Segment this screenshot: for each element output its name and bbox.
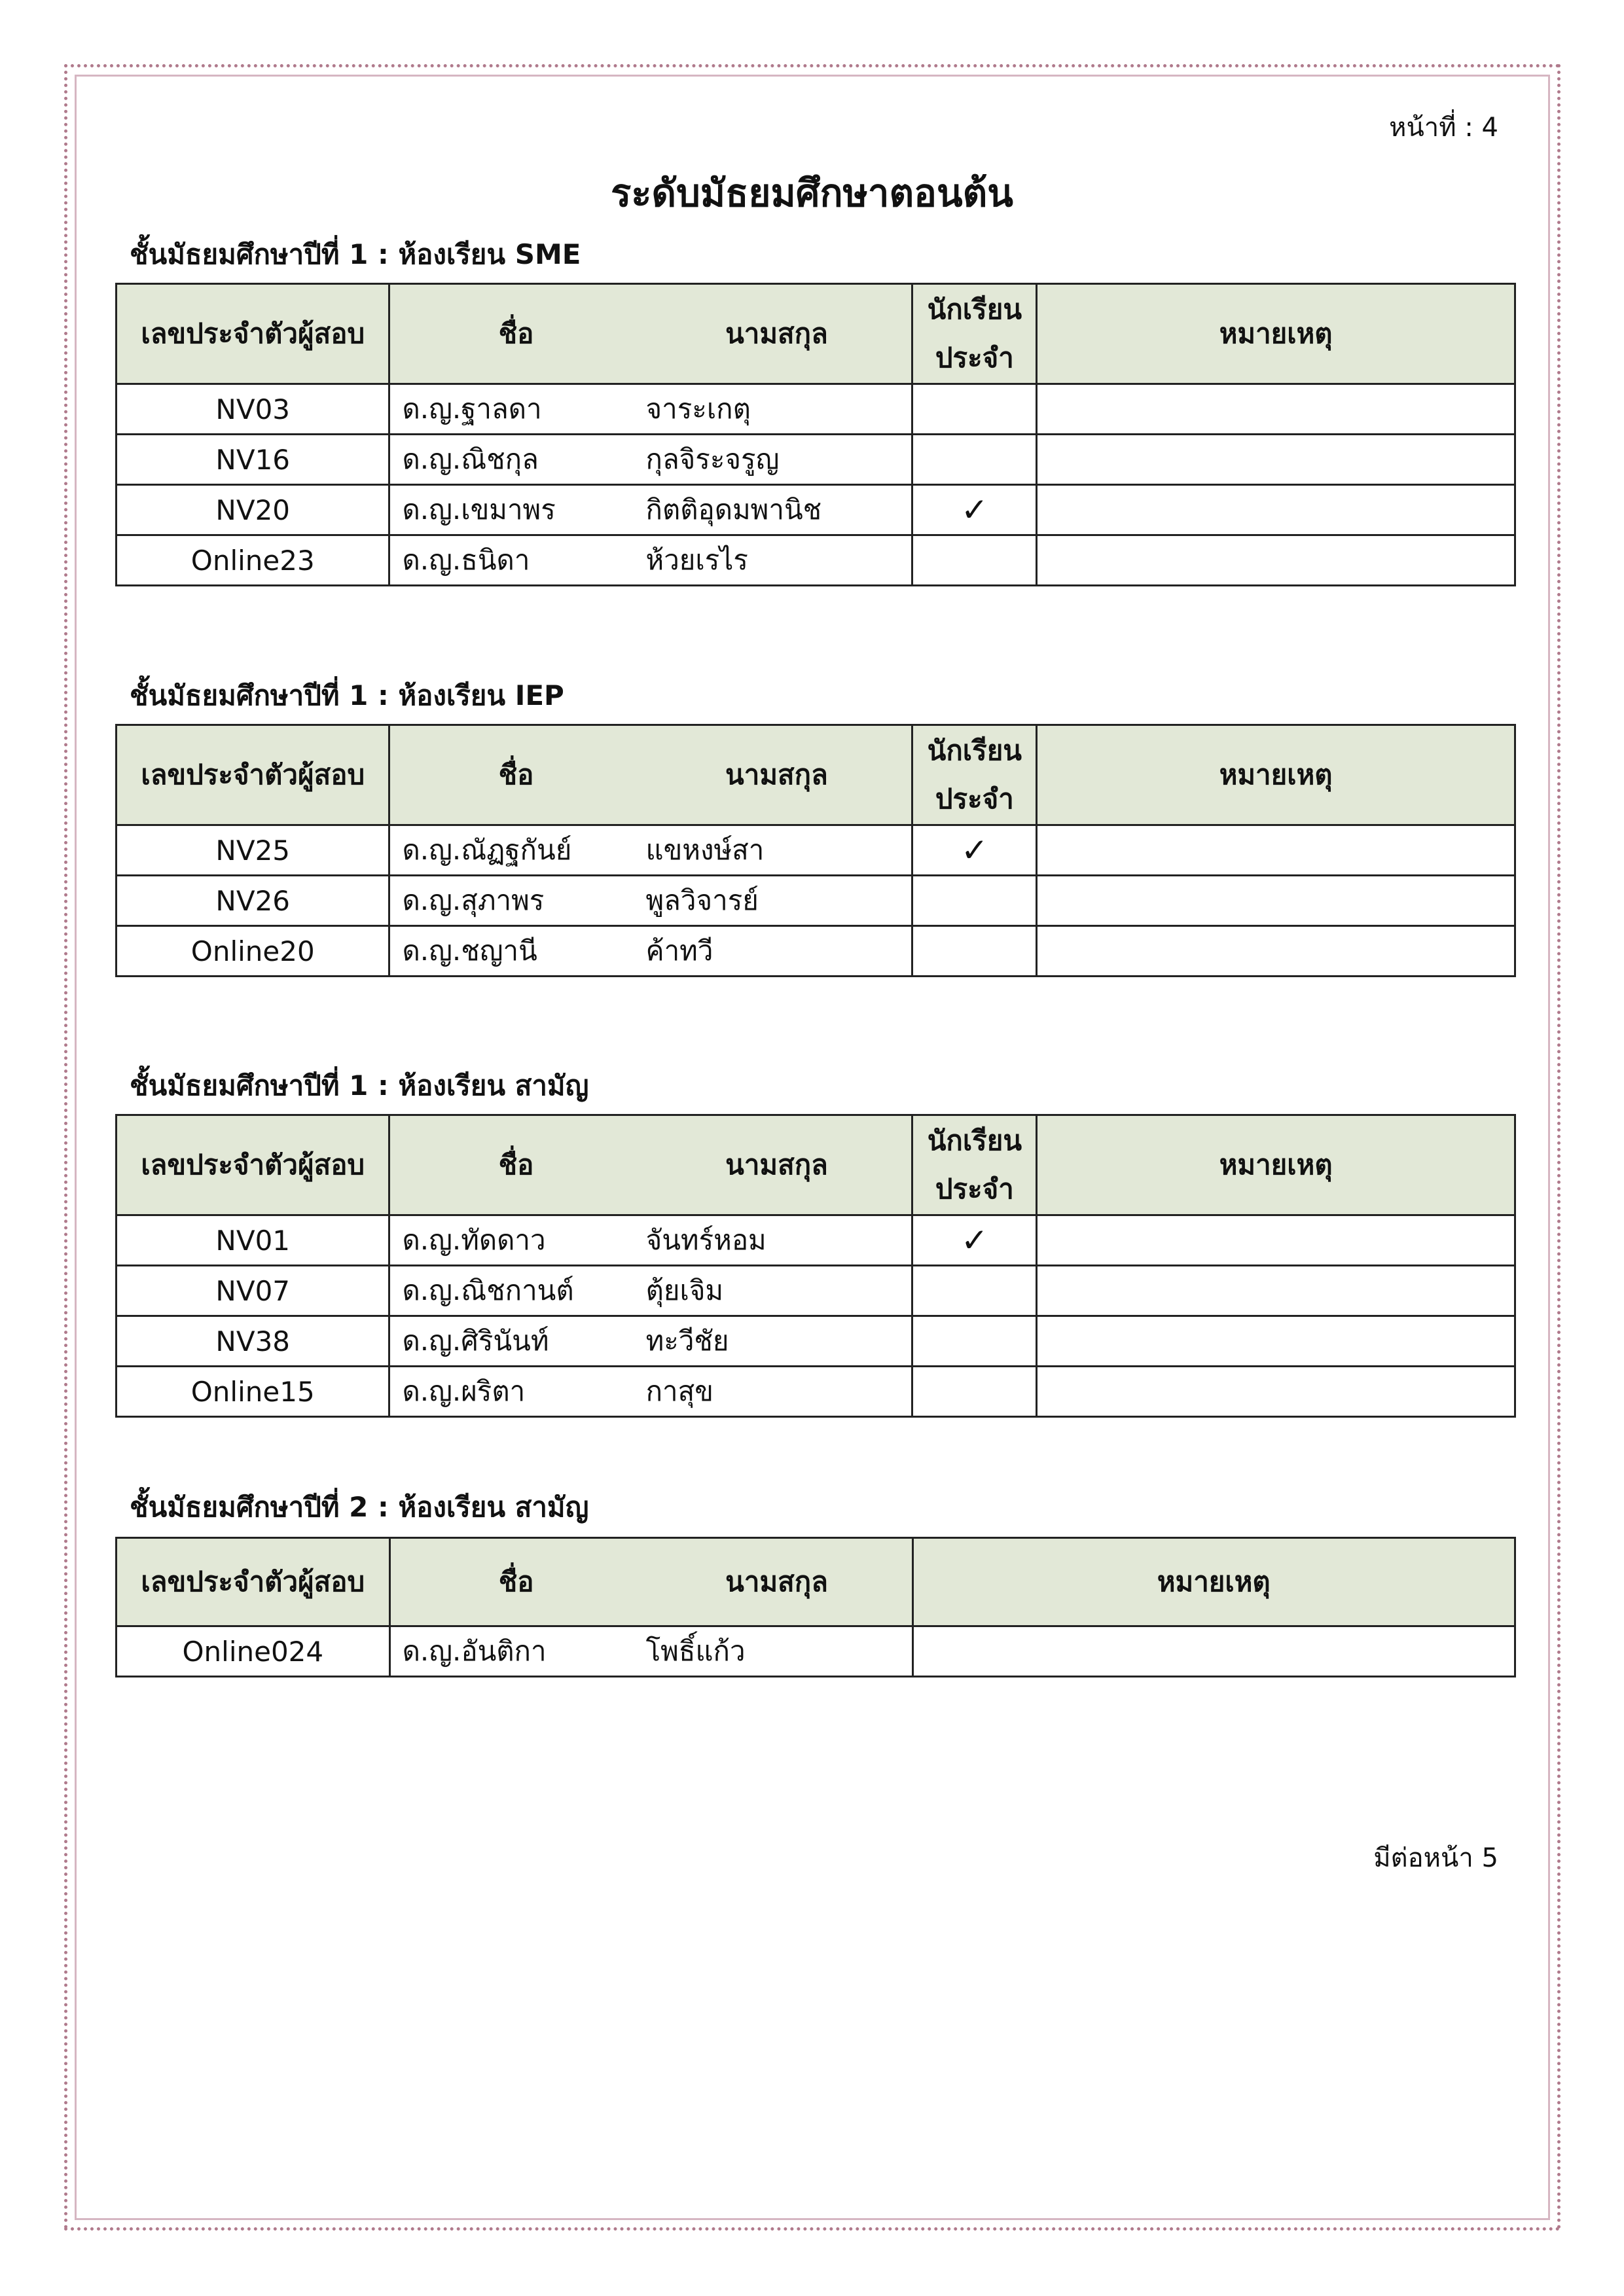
student-table-m1-sme: [115, 283, 1516, 586]
header-note: หมายเหตุ: [912, 1538, 1515, 1626]
student-table-m2-regular: [115, 1537, 1516, 1677]
cell-id: Online15: [117, 1367, 389, 1417]
section-heading-label: ชั้นมัธยมศึกษาปีที่ 1 :: [130, 238, 389, 270]
header-note: หมายเหตุ: [1037, 1115, 1515, 1215]
cell-id: NV16: [117, 435, 389, 485]
table-row: [117, 1626, 1515, 1677]
cell-name: ด.ญ.ธนิดา: [389, 535, 642, 586]
cell-note: [1037, 384, 1515, 435]
cell-surname: ค้าทวี: [642, 926, 912, 977]
cell-id: NV20: [117, 485, 389, 535]
header-regular-line2: ประจำ: [935, 1173, 1014, 1205]
cell-surname: แขหงษ์สา: [642, 825, 912, 876]
header-surname: นามสกุล: [642, 1115, 912, 1215]
section-heading-m1-regular: [130, 1064, 588, 1107]
section-heading-m1-iep: [130, 674, 564, 717]
cell-surname: ทะวีชัย: [642, 1316, 912, 1367]
header-name: ชื่อ: [389, 1538, 642, 1626]
cell-id: NV38: [117, 1316, 389, 1367]
cell-regular: [912, 1367, 1037, 1417]
cell-surname: กุลจิระจรูญ: [642, 435, 912, 485]
cell-id: NV26: [117, 876, 389, 926]
cell-note: [1037, 1316, 1515, 1367]
header-id: เลขประจำตัวผู้สอบ: [117, 1115, 389, 1215]
cell-regular: [912, 1316, 1037, 1367]
header-regular-line1: นักเรียน: [927, 734, 1022, 766]
section-heading-room: ห้องเรียน สามัญ: [398, 1491, 589, 1523]
header-id: เลขประจำตัวผู้สอบ: [117, 1538, 390, 1626]
table-row: [117, 825, 1515, 876]
table-header-row: [117, 1115, 1515, 1215]
cell-note: [1037, 485, 1515, 535]
header-id: เลขประจำตัวผู้สอบ: [117, 725, 389, 825]
student-table-m1-iep: [115, 724, 1516, 977]
table-row: [117, 1266, 1515, 1316]
cell-surname: โพธิ์แก้ว: [642, 1626, 912, 1677]
cell-regular: [912, 384, 1037, 435]
cell-name: ด.ญ.ผริตา: [389, 1367, 642, 1417]
section-heading-label: ชั้นมัธยมศึกษาปีที่ 2 :: [130, 1491, 389, 1523]
section-heading-m2-regular: [130, 1486, 588, 1529]
cell-regular: [912, 1266, 1037, 1316]
checkmark-icon: ✓: [912, 825, 1037, 876]
section-heading-room: ห้องเรียน SME: [398, 238, 581, 270]
section-heading-m1-sme: [130, 233, 581, 276]
cell-surname: ห้วยเรไร: [642, 535, 912, 586]
cell-id: NV01: [117, 1215, 389, 1266]
table-row: [117, 876, 1515, 926]
header-surname: นามสกุล: [642, 725, 912, 825]
continued-note: มีต่อหน้า 5: [1373, 1843, 1498, 1873]
cell-name: ด.ญ.ณัฏฐกันย์: [389, 825, 642, 876]
document-title: ระดับมัธยมศึกษาตอนต้น: [611, 171, 1013, 215]
table-row: [117, 1316, 1515, 1367]
cell-regular: [912, 926, 1037, 977]
cell-regular: [912, 876, 1037, 926]
header-regular-line2: ประจำ: [935, 342, 1014, 374]
table-row: [117, 384, 1515, 435]
cell-note: [1037, 535, 1515, 586]
header-note: หมายเหตุ: [1037, 725, 1515, 825]
header-surname: นามสกุล: [642, 284, 912, 384]
section-heading-room: ห้องเรียน สามัญ: [398, 1069, 589, 1102]
table-row: [117, 1367, 1515, 1417]
cell-id: Online024: [117, 1626, 390, 1677]
page-number: หน้าที่ : 4: [1389, 113, 1498, 143]
table-row: [117, 926, 1515, 977]
cell-id: Online23: [117, 535, 389, 586]
cell-note: [1037, 435, 1515, 485]
cell-regular: [912, 435, 1037, 485]
cell-name: ด.ญ.ฐาลดา: [389, 384, 642, 435]
header-name: ชื่อ: [389, 1115, 642, 1215]
cell-surname: กิตติอุดมพานิช: [642, 485, 912, 535]
cell-note: [1037, 825, 1515, 876]
cell-id: NV25: [117, 825, 389, 876]
table-row: [117, 535, 1515, 586]
cell-surname: กาสุข: [642, 1367, 912, 1417]
cell-surname: ตุ้ยเจิม: [642, 1266, 912, 1316]
cell-surname: จาระเกตุ: [642, 384, 912, 435]
cell-id: NV07: [117, 1266, 389, 1316]
header-regular-line1: นักเรียน: [927, 293, 1022, 325]
header-note: หมายเหตุ: [1037, 284, 1515, 384]
header-name: ชื่อ: [389, 725, 642, 825]
cell-name: ด.ญ.ณิชกานต์: [389, 1266, 642, 1316]
table-header-row: [117, 1538, 1515, 1626]
table-row: [117, 435, 1515, 485]
cell-name: ด.ญ.อันติกา: [389, 1626, 642, 1677]
cell-note: [1037, 926, 1515, 977]
section-heading-label: ชั้นมัธยมศึกษาปีที่ 1 :: [130, 679, 389, 711]
header-surname: นามสกุล: [642, 1538, 912, 1626]
table-row: [117, 1215, 1515, 1266]
header-name: ชื่อ: [389, 284, 642, 384]
cell-regular: [912, 535, 1037, 586]
table-header-row: [117, 725, 1515, 825]
table-header-row: [117, 284, 1515, 384]
checkmark-icon: ✓: [912, 1215, 1037, 1266]
header-regular-line1: นักเรียน: [927, 1124, 1022, 1157]
cell-name: ด.ญ.ทัดดาว: [389, 1215, 642, 1266]
section-heading-label: ชั้นมัธยมศึกษาปีที่ 1 :: [130, 1069, 389, 1102]
header-regular-student: [912, 1115, 1037, 1215]
cell-note: [1037, 1266, 1515, 1316]
cell-note: [1037, 876, 1515, 926]
header-id: เลขประจำตัวผู้สอบ: [117, 284, 389, 384]
section-heading-room: ห้องเรียน IEP: [398, 679, 564, 711]
cell-note: [1037, 1215, 1515, 1266]
cell-name: ด.ญ.ชญานี: [389, 926, 642, 977]
checkmark-icon: ✓: [912, 485, 1037, 535]
cell-surname: พูลวิจารย์: [642, 876, 912, 926]
table-row: [117, 485, 1515, 535]
cell-surname: จันทร์หอม: [642, 1215, 912, 1266]
cell-name: ด.ญ.สุภาพร: [389, 876, 642, 926]
cell-name: ด.ญ.ศิรินันท์: [389, 1316, 642, 1367]
cell-name: ด.ญ.เขมาพร: [389, 485, 642, 535]
cell-id: Online20: [117, 926, 389, 977]
student-table-m1-regular: [115, 1114, 1516, 1418]
header-regular-student: [912, 725, 1037, 825]
cell-name: ด.ญ.ณิชกุล: [389, 435, 642, 485]
cell-note: [1037, 1367, 1515, 1417]
cell-note: [912, 1626, 1515, 1677]
header-regular-line2: ประจำ: [935, 783, 1014, 815]
header-regular-student: [912, 284, 1037, 384]
cell-id: NV03: [117, 384, 389, 435]
